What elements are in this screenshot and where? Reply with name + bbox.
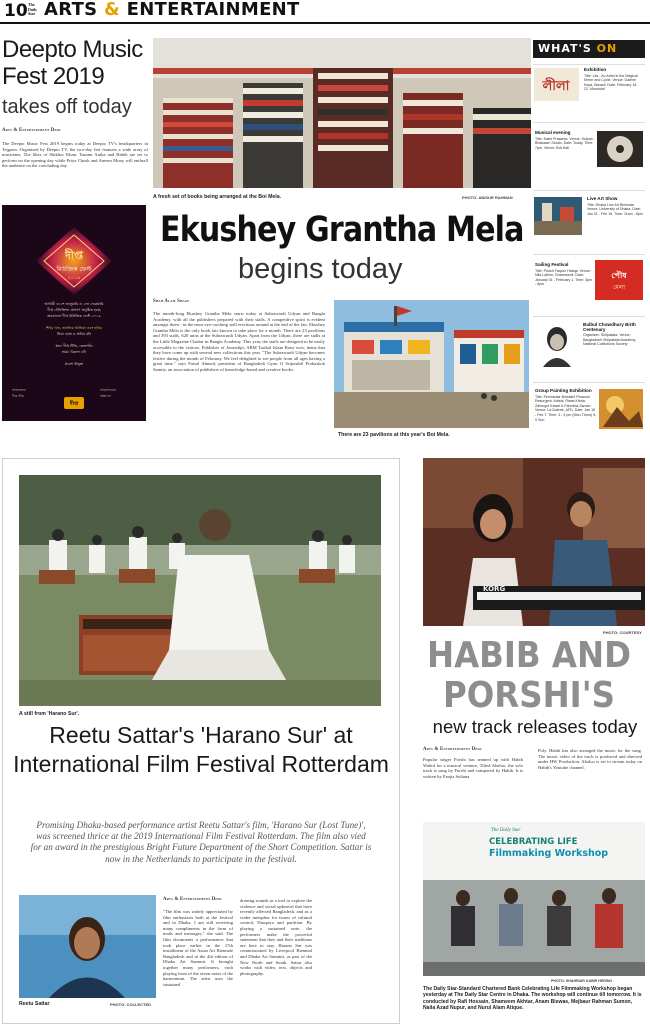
workshop-caption: The Daily Star-Standard Chartered Bank Celebrating Life Filmmaking Workshop began yesterday at The Daily Star Centre in Dhaka. The workshop will continue till tomorrow. It is conducted by Rafi Hossain, Shameem Akhtar, Anam Biswas, Mejbaur Rahman Sumon, Naila Azad Nupur, and Nurul Alam Atique. (423, 986, 642, 1012)
bulbul-thumbnail-art (537, 323, 577, 367)
habib-headline-line1: HABIB AND (426, 635, 631, 676)
sailing-festival-title: Sailing Festival (535, 262, 569, 267)
group-painting-info (535, 389, 597, 422)
section-title (44, 0, 300, 20)
svg-text:সময়: বিকাল ৪টা: সময়: বিকাল ৪টা (61, 350, 87, 354)
svg-text:আয়োজনে: আয়োজনে (12, 388, 26, 392)
group-painting-title: Group Painting Exhibition (535, 388, 592, 393)
habib-porshi-photo-art (423, 458, 645, 626)
habib-byline: Arts & Entertainment Desk (423, 747, 482, 752)
musical-evening-thumbnail-art (597, 131, 643, 167)
deepto-poster (2, 205, 146, 421)
svg-text:দীপ্ত টেলিভিশন প্রাঙ্গণে অনুষ্: দীপ্ত টেলিভিশন প্রাঙ্গণে অনুষ্ঠিত হচ্ছে (47, 308, 101, 312)
page-header (0, 0, 650, 22)
svg-text:প্রবেশ উন্মুক্ত: প্রবেশ উন্মুক্ত (64, 362, 84, 366)
harano-sur-photo-art (19, 475, 381, 706)
group-painting-details: Title: Peninsular Boisakhi Peacock Resurgent. Artists: Rawa Kibria, Zahurgol Kawal & Fahmida Zaman. Venue: La Galerie, AFD. Date: Jan 18 - Feb 7. Time: 3 - 9 pm (Mon-Thurs) 9-9 Sun (535, 394, 597, 422)
live-art-thumbnail (534, 197, 582, 235)
deepto-poster-art (2, 205, 146, 421)
exhibition-thumbnail-art (534, 68, 579, 101)
pavilion-photo (334, 300, 529, 428)
harano-sur-photo (19, 475, 381, 706)
svg-text:শিখর খান, তাসনিম আনিকা এবং হাব: শিখর খান, তাসনিম আনিকা এবং হাবিব (45, 326, 103, 330)
pavilion-caption: There are 23 pavilions at this year's Boi Mela. (338, 432, 450, 438)
whats-on-item-exhibition (533, 64, 645, 122)
deepto-subtitle: takes off today (2, 96, 132, 118)
svg-text:২০১৯: ২০১৯ (67, 275, 81, 281)
live-art-thumbnail-art (534, 197, 582, 235)
habib-body-col2: Poly. Habib has also arranged the music for the song. The music video of the track is produced and directed under HW Production. Abaloo is set to stream today on Habib's Youtube channel. (538, 748, 642, 770)
workshop-photo (423, 822, 645, 976)
exhibition-title: Exhibition (584, 67, 607, 72)
whats-on-header (533, 40, 645, 58)
group-painting-thumbnail-art (599, 389, 643, 429)
sailing-festival-thumbnail-art (595, 260, 643, 300)
svg-text:দীপ্ত: দীপ্ত (65, 249, 83, 262)
reetu-body-col2: droning sounds as a tool to explore the violence and social upheaval that have recently affected Bangladesh, and as a wider metaphor for issues of cultural control, Diaspora and partition. By playing a sustained note, the performers make the powerful statement that they and their traditions are here to stay. Harano Sur was commissioned by Liverpool Biennial and Dhaka Art Summit, as part of the New North and South. Sattar also works with video, text, objects and photography. (240, 898, 312, 976)
habib-porshi-photo (423, 458, 645, 626)
section-title-entertainment: ENTERTAINMENT (126, 0, 300, 20)
exhibition-details: Title: Lila - An Artist in the Magical Mirror and Cycle. Venue: Galerie Kaya, Banani. Date: February 18 - 22. Mondolai (584, 73, 639, 92)
deepto-title (2, 36, 150, 90)
svg-text:প্রিয়া ঘোষ ও অনিম মনি: প্রিয়া ঘোষ ও অনিম মনি (56, 332, 92, 336)
musical-evening-thumbnail (597, 131, 643, 167)
habib-headline (410, 636, 648, 716)
svg-text:পৌষ: পৌষ (611, 271, 627, 280)
musical-evening-details: Title: Kabir Prasanta. Venue: Sufyan Bhabaam Studio. Date: Today. Time: 7pm. Venue: BIA Hall (535, 136, 594, 150)
boi-mela-body: The month-long Ekushey Grantha Mela starts today at Suhrawardi Udyan and Bangla Academy, with all the publishers prepared with their stalls. A competitive spirit is evident amongst them - in the most eye-catching stall erections around at the end of the fair. Ekushey Grantha Mela is the only book fair known to take place for a month. There are 23 pavilions and 393 stalls, 620 units at the Suhrawardi Udyan. Apart from the Udyan, there are stalls at the Little Magazine Chattar in Bangla Academy. This year, the stalls are designed to be easily accessible to the visitors. Publisher of Jawnalipi, ABM Tarikul Islam Rony now, items that they have come up with several new collections this year. "The Suhrawardi Udyan becomes festive during the month of February. We feel delighted to see people from all ages having a great time," says Faisal Ahmed, president of Bangladesh Gyan O Srijonshil Prokashok Samity, an association of publishers of knowledge-based and creative books. (153, 311, 325, 372)
svg-text:জমকালো দীপ্ত মিউজিক ফেস্ট ২০১৯: জমকালো দীপ্ত মিউজিক ফেস্ট ২০১৯ (47, 314, 101, 318)
deepto-title-line1: Deepto Music (2, 36, 143, 63)
bulbul-info (583, 323, 644, 347)
boi-mela-byline: Shah Alam Shazu (153, 299, 190, 304)
bulbul-details: Organiser: Shilpakala. Venue: Bangladesh Shilpakala Academy. National Collections Society (583, 333, 637, 347)
reetu-portrait-caption: Reetu Sattar (19, 1001, 50, 1007)
musical-evening-title: Musical evening (535, 130, 571, 135)
whats-on-item-sailing-festival (533, 254, 645, 312)
workshop-photo-credit: PHOTO: SHAHRIAR KABIR HERINO (551, 979, 613, 983)
live-art-info (587, 197, 644, 216)
svg-text:বিজ্ঞাপন: বিজ্ঞাপন (100, 394, 111, 398)
boi-mela-subhead: begins today (238, 253, 403, 285)
books-credit: PHOTO: ANISUR RAHMAN (462, 195, 513, 200)
whats-on-item-group-painting (533, 382, 645, 438)
habib-headline-line2: PORSHI'S (442, 675, 615, 716)
page-number: 10 (4, 1, 28, 21)
svg-text:KORG: KORG (483, 585, 506, 593)
boi-mela-headline: Ekushey Grantha Mela (160, 210, 524, 250)
svg-text:আগামী ৩১শে জানুয়ারি ও ১লা ফেব: আগামী ৩১শে জানুয়ারি ও ১লা ফেব্রুয়ারি (44, 302, 104, 306)
sailing-festival-details: Title: Poush Faquer Hatiqa. Venue: Nita Lalhim, Dhanmondi. Date: January 31 - February 1. Time: 3pm - 8pm (535, 268, 593, 287)
sailing-festival-info (535, 263, 593, 287)
whats-on-title-part1: WHAT'S (538, 42, 592, 55)
workshop-banner-line1: CELEBRATING LIFE (489, 837, 578, 847)
whats-on-item-bulbul-chowdhury (533, 316, 645, 378)
whats-on-title (538, 42, 617, 55)
whats-on-item-musical-evening (533, 122, 645, 180)
sailing-festival-thumbnail (595, 260, 643, 300)
svg-text:স্থান: দীপ্ত টিভি, তেজগাঁও: স্থান: দীপ্ত টিভি, তেজগাঁও (55, 344, 93, 348)
reetu-portrait (19, 895, 156, 998)
workshop-banner-logo: The Daily Star (491, 828, 521, 833)
bulbul-thumbnail (537, 323, 577, 367)
exhibition-info (584, 68, 644, 92)
paper-logo: The Daily Star (28, 2, 38, 16)
group-painting-thumbnail (599, 389, 643, 429)
pavilion-photo-art (334, 300, 529, 428)
harano-sur-caption: A still from 'Harano Sur'. (19, 711, 80, 717)
reetu-portrait-credit: PHOTO: COLLECTED (110, 1002, 152, 1007)
bulbul-title: Bulbul Chowdhury Birth Centenary (583, 322, 636, 332)
deepto-title-line2: Fest 2019 (2, 63, 105, 90)
reetu-portrait-art (19, 895, 156, 998)
musical-evening-info (535, 131, 595, 150)
deepto-body: The Deepto Music Fest 2019 begins today at Deepto TV's headquarters in Tejgaon. Organised by Deepto TV, the two-day fest features a wide array of musicians. The likes of Shikhor Khan, Tasnim Anika and Habib are set to perform on the opening day while Priya Chosh and Aneem Mony will enthrall the audience on the concluding day. (2, 141, 148, 169)
habib-body-col1: Popular singer Porshi has teamed up with Habib Wahid for a musical venture, Tilted Abaloo, the solo track is sung by Porshi and composed by Habib. It is written by Fanjia Sultana (423, 757, 523, 779)
habib-subhead: new track releases today (432, 716, 638, 737)
svg-text:সহযোগিতায়: সহযোগিতায় (100, 388, 117, 392)
books-caption: A fresh set of books being arranged at the Boi Mela. (153, 194, 282, 200)
section-title-amp: & (104, 0, 121, 20)
reetu-body-col1: "The film was widely appreciated by film enthusiasts both at the festival and in Dhaka. I am still receiving many compliments in the form of mails and messages," she said. The film documents a performance that took place earlier in the 17th installment of the Asian Art Biennale Bangladesh and at the 4th edition of Dhaka Art Summit. It brought together many performers, each playing from of the seven notes of the harmonium. The artist uses the sustained (163, 909, 233, 987)
header-rule (0, 22, 650, 24)
reetu-byline: Arts & Entertainment Desk (163, 897, 222, 902)
reetu-headline: Reetu Sattar's 'Harano Sur' at International Film Festival Rotterdam (13, 722, 389, 777)
workshop-banner-line2: Filmmaking Workshop (489, 848, 609, 859)
svg-text:দীপ্ত টিভি: দীপ্ত টিভি (12, 394, 25, 398)
svg-text:দীপ্ত: দীপ্ত (69, 401, 79, 407)
svg-text:মিউজিক ফেস্ট: মিউজিক ফেস্ট (56, 266, 92, 273)
books-photo-art (153, 38, 531, 188)
svg-text:লীলা: লীলা (542, 79, 570, 94)
habib-photo-credit: PHOTO: COURTESY (603, 630, 642, 635)
whats-on-item-live-art-show (533, 190, 645, 248)
svg-text:মেলা: মেলা (613, 284, 625, 291)
section-title-arts: ARTS (44, 0, 98, 20)
exhibition-thumbnail (534, 68, 579, 101)
deepto-byline: Arts & Entertainment Desk (2, 128, 61, 133)
reetu-deck: Promising Dhaka-based performance artist Reetu Sattar's film, 'Harano Sur (Lost Tune)', was screened thrice at the 2019 International Film Festival Rotterdam. The film also vied for an award in the prestigious Bright Future Department of the Short Competition. Sattar is now in the Netherlands to participate in the festival. (30, 820, 372, 864)
whats-on-title-part2: ON (596, 42, 618, 55)
live-art-title: Live Art Show (587, 196, 618, 201)
live-art-details: Title: Dhaka Live Art Biennale. Venue: University of Dhaka. Date: Jan 31 - Feb 15. Time: 11am - 8pm (587, 202, 643, 216)
books-photo (153, 38, 531, 188)
